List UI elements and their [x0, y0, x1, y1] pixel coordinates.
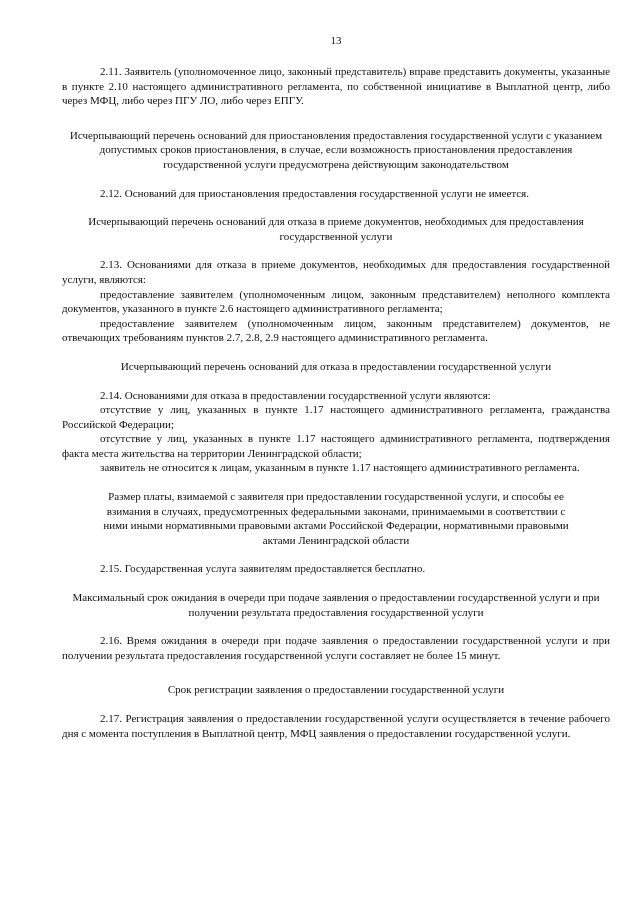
- document-page: [62, 0, 610, 905]
- heading-waiting-time: Максимальный срок ожидания в очереди при подаче заявления о предоставлении государственной услуги и при получении результата предоставления государственной услуги: [72, 592, 600, 619]
- paragraph-2-15: 2.15. Государственная услуга заявителям предоставляется бесплатно.: [100, 563, 426, 576]
- paragraph-2-12: 2.12. Оснований для приостановления предоставления государственной услуги не имеется.: [100, 187, 529, 200]
- paragraph-2-16: 2.16. Время ожидания в очереди при подаче заявления о предоставлении государственной услуги и при получении результата предоставления государственной услуги составляет не более 15 минут.: [62, 635, 610, 662]
- paragraph-2-14-item-residence: отсутствие у лиц, указанных в пункте 1.17 настоящего административного регламента, подтверждения факта места жительства на территории Ленинградской области;: [62, 433, 610, 460]
- paragraph-2-13-item-noncompliant: предоставление заявителем (уполномоченным лицом, законным представителем) документов, не отвечающих требованиям пунктов 2.7, 2.8, 2.9 настоящего административного регламента.: [62, 317, 610, 345]
- paragraph-2-13-item-incomplete: предоставление заявителем (уполномоченным лицом, законным представителем) неполного комплекта документов, указанного в пункте 2.6 настоящего административного регламента;: [62, 288, 610, 316]
- paragraph-2-17: 2.17. Регистрация заявления о предоставлении государственной услуги осуществляется в течение рабочего дня с момента поступления в Выплатной центр, МФЦ заявления о предоставлении государственной услуги.: [62, 713, 610, 740]
- paragraph-2-14-item-citizenship: отсутствие у лиц, указанных в пункте 1.17 настоящего административного регламента, гражданства Российской Федерации;: [62, 404, 610, 431]
- document-body: [62, 65, 610, 741]
- paragraph-2-14: 2.14. Основаниями для отказа в предоставлении государственной услуги являются:: [100, 389, 491, 402]
- heading-refusal-documents: Исчерпывающий перечень оснований для отказа в приеме документов, необходимых для предоставления государственной услуги: [88, 216, 584, 243]
- heading-registration-term: Срок регистрации заявления о предоставлении государственной услуги: [167, 684, 505, 697]
- paragraph-2-13: 2.13. Основаниями для отказа в приеме документов, необходимых для предоставления государственной услуги, являются:: [62, 259, 610, 286]
- page-number: 13: [330, 35, 342, 47]
- heading-suspension-grounds: Исчерпывающий перечень оснований для приостановления предоставления государственной услуги с указанием допустимых сроков приостановления, в случае, если возможность приостановления предоставления государственной услуги предусмотрена действующим законодательством: [69, 129, 603, 171]
- paragraph-2-14-item-not-eligible: заявитель не относится к лицам, указанным в пункте 1.17 настоящего административного регламента.: [100, 462, 580, 475]
- heading-refusal-service: Исчерпывающий перечень оснований для отказа в предоставлении государственной услуги: [120, 360, 552, 373]
- paragraph-2-11: 2.11. Заявитель (уполномоченное лицо, законный представитель) вправе представить документы, указанные в пункте 2.10 настоящего административного регламента, по собственной инициативе в Выплатной центр, либо через МФЦ, либо через ПГУ ЛО, либо через ЕПГУ.: [62, 66, 610, 108]
- heading-fee: Размер платы, взимаемой с заявителя при предоставлении государственной услуги, и способы ее взимания в случаях, предусмотренных федеральными законами, принимаемыми в соответствии с ними иными нормативными правовыми актами Российской Федерации, нормативными правовыми актами Ленинградской области: [103, 491, 569, 547]
